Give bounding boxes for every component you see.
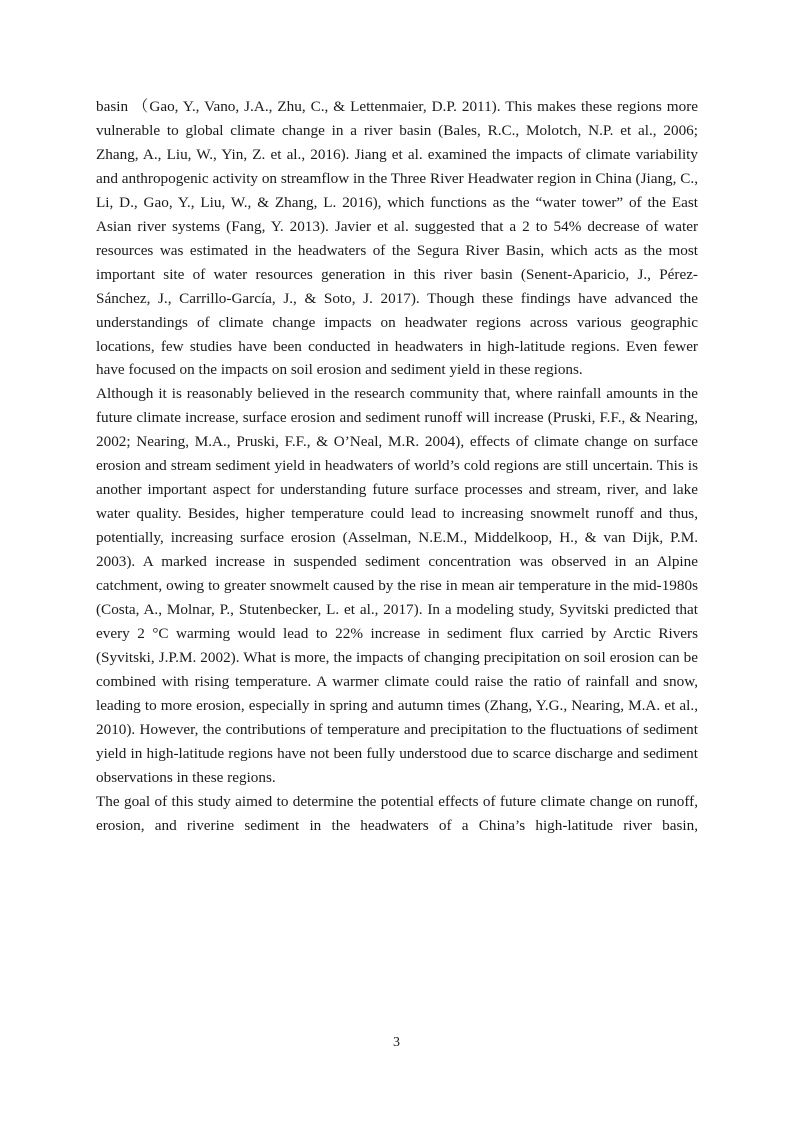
paragraph-erosion-uncertainty: Although it is reasonably believed in the research community that, where rainfall amounts in the future climate increase, surface erosion and sediment runoff will increase (Pruski, F.F., & Nearing, 2002; Nearing, M.A., Pruski, F.F., & O’Neal, M.R. 2004), effects of climate change on surface erosion and stream sediment yield in headwaters of world’s cold regions are still uncertain. This is another important aspect for understanding future surface processes and stream, river, and lake water quality. Besides, higher temperature could lead to increasing snowmelt runoff and thus, potentially, increasing surface erosion (Asselman, N.E.M., Middelkoop, H., & van Dijk, P.M. 2003). A marked increase in suspended sediment concentration was observed in an Alpine catchment, owing to greater snowmelt caused by the rise in mean air temperature in the mid-1980s (Costa, A., Molnar, P., Stutenbecker, L. et al., 2017). In a modeling study, Syvitski predicted that every 2 °C warming would lead to 22% increase in sediment flux carried by Arctic Rivers (Syvitski, J.P.M. 2002). What is more, the impacts of changing precipitation on soil erosion can be combined with rising temperature. A warmer climate could raise the ratio of rainfall and snow, leading to more erosion, especially in spring and autumn times (Zhang, Y.G., Nearing, M.A. et al., 2010). However, the contributions of temperature and precipitation to the fluctuations of sediment yield in high-latitude regions have not been fully understood due to scarce discharge and sediment observations in these regions. bbox=[96, 385, 698, 786]
paragraph-study-goal: The goal of this study aimed to determine the potential effects of future climate change on runoff, erosion, and riverine sediment in the headwaters of a China’s high-latitude river basin, bbox=[96, 792, 698, 834]
body-text bbox=[96, 95, 698, 838]
paragraph-headwater-studies: basin （Gao, Y., Vano, J.A., Zhu, C., & Lettenmaier, D.P. 2011). This makes these regions more vulnerable to global climate change in a river basin (Bales, R.C., Molotch, N.P. et al., 2006; Zhang, A., Liu, W., Yin, Z. et al., 2016). Jiang et al. examined the impacts of climate variability and anthropogenic activity on streamflow in the Three River Headwater region in China (Jiang, C., Li, D., Gao, Y., Liu, W., & Zhang, L. 2016), which functions as the “water tower” of the East Asian river systems (Fang, Y. 2013). Javier et al. suggested that a 2 to 54% decrease of water resources was estimated in the headwaters of the Segura River Basin, which acts as the most important site of water resources generation in this river basin (Senent-Aparicio, J., Pérez-Sánchez, J., Carrillo-García, J., & Soto, J. 2017). Though these findings have advanced the understandings of climate change impacts on headwater regions across various geographic locations, few studies have been conducted in headwaters in high-latitude regions. Even fewer have focused on the impacts on soil erosion and sediment yield in these regions. bbox=[96, 98, 698, 379]
page-number: 3 bbox=[393, 1035, 400, 1050]
